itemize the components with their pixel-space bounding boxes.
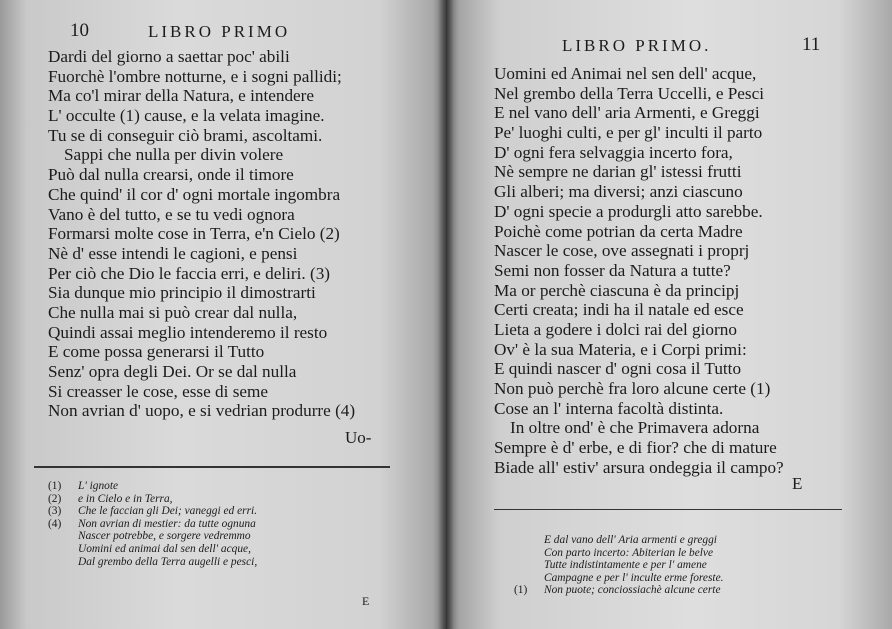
- footnote-label: (3): [48, 505, 62, 518]
- right-catchword: E: [792, 474, 803, 493]
- footnote-text: Non avrian di mestier: da tutte ognuna: [78, 517, 256, 530]
- footnote-continuation: Campagne e per l' inculte erme foreste.: [544, 571, 724, 584]
- footnote-continuation: Con parto incerto: Abiterian le belve: [544, 546, 714, 559]
- footnote-rule: [34, 466, 390, 468]
- verse-line: D' ogni fera selvaggia incerto fora,: [494, 142, 733, 162]
- verse-line: Non può perchè fra loro alcune certe (1): [494, 379, 771, 398]
- verse-line: Può dal nulla crearsi, onde il timore: [48, 165, 294, 185]
- verse-line: Sappi che nulla per divin volere: [64, 145, 284, 165]
- right-running-head: LIBRO PRIMO.: [562, 36, 712, 55]
- verse-line: Lieta a godere i dolci rai del giorno: [494, 319, 737, 339]
- footnote: [48, 518, 368, 531]
- verse-line: Pe' luoghi culti, e per gl' inculti il parto: [494, 123, 763, 143]
- verse-line: Nè sempre ne darian gl' istessi frutti: [494, 162, 742, 182]
- left-catchword: Uo-: [345, 428, 372, 447]
- verse-line: Per ciò che Dio le faccia erri, e deliri. (3): [48, 263, 331, 283]
- footnote-continuation: Tutte indistintamente e per l' amene: [544, 559, 707, 572]
- verse-line: Si creasser le cose, esse di seme: [48, 381, 269, 401]
- verse-line: In oltre ond' è che Primavera adorna: [510, 418, 760, 438]
- left-running-head: LIBRO PRIMO: [148, 22, 291, 41]
- footnote: [514, 584, 814, 597]
- verse-line: Quindi assai meglio intenderemo il resto: [48, 322, 328, 342]
- footnote-text: Non puote; conciossiachè alcune certe: [544, 584, 721, 597]
- right-page: [446, 0, 892, 629]
- footnote-label: (1): [48, 480, 62, 492]
- verse-line: Ma co'l mirar della Natura, e intendere: [48, 86, 315, 106]
- verse-line: Vano è del tutto, e se tu vedi ognora: [48, 204, 295, 224]
- verse-line: Sempre è d' erbe, e di fior? che di mature: [494, 438, 777, 458]
- verse-line: Nel grembo della Terra Uccelli, e Pesci: [494, 83, 765, 103]
- footnote-text: L' ignote: [78, 480, 119, 492]
- verse-line: E quindi nascer d' ogni cosa il Tutto: [494, 359, 742, 379]
- right-footnotes: [514, 534, 814, 597]
- left-verse-block: [48, 47, 398, 421]
- footnote-label: (4): [48, 517, 62, 530]
- right-verse-block: [494, 64, 864, 477]
- verse-line: E nel vano dell' aria Armenti, e Greggi: [494, 103, 760, 123]
- verse-line: Dardi del giorno a saettar poc' abili: [48, 47, 290, 66]
- left-footnotes: [48, 480, 368, 568]
- verse-line: L' occulte (1) cause, e la velata imagine.: [48, 106, 325, 126]
- verse-line: Cose an l' interna facoltà distinta.: [494, 398, 724, 418]
- verse-line: Semi non fosser da Natura a tutte?: [494, 260, 731, 280]
- verse-line: E come possa generarsi il Tutto: [48, 342, 265, 362]
- verse-line: Ma or perchè ciascuna è da principj: [494, 280, 740, 300]
- verse-line: Poichè come potrian da certa Madre: [494, 221, 743, 241]
- footnote-continuation: E dal vano dell' Aria armenti e greggi: [544, 534, 717, 546]
- left-page-number: 10: [70, 20, 89, 41]
- verse-line: Certi creata; indi ha il natale ed esce: [494, 300, 744, 320]
- footnote-label: (2): [48, 492, 62, 505]
- verse-line: Fuorchè l'ombre notturne, e i sogni pallidi;: [48, 66, 342, 86]
- footnote-label: (1): [514, 584, 528, 597]
- verse-line: Che quind' il cor d' ogni mortale ingombra: [48, 184, 341, 204]
- footnote-text: e in Cielo e in Terra,: [78, 492, 173, 505]
- footnote-continuation: Uomini ed animai dal sen dell' acque,: [78, 542, 251, 555]
- verse-line: Tu se di conseguir ciò brami, ascoltami.: [48, 125, 323, 145]
- verse-line: Nascer le cose, ove assegnati i proprj: [494, 241, 750, 261]
- verse-line: Ov' è la sua Materia, e i Corpi primi:: [494, 339, 747, 359]
- verse-line: Gli alberi; ma diversi; anzi ciascuno: [494, 182, 743, 202]
- verse-line: Uomini ed Animai nel sen dell' acque,: [494, 64, 757, 83]
- footnote-text: Che le faccian gli Dei; vaneggi ed erri.: [78, 505, 258, 518]
- footnote-rule: [494, 509, 842, 510]
- verse-line: Che nulla mai si può crear dal nulla,: [48, 302, 298, 322]
- verse-line: D' ogni specie a produrgli atto sarebbe.: [494, 201, 763, 221]
- verse-line: Senz' opra degli Dei. Or se dal nulla: [48, 362, 297, 381]
- footnote-continuation: Nascer potrebbe, e sorgere vedremmo: [78, 530, 251, 543]
- verse-line: Sia dunque mio principio il dimostrarti: [48, 283, 316, 303]
- footnote: [48, 493, 368, 506]
- book-gutter: [438, 0, 454, 629]
- signature-mark: E: [362, 594, 370, 608]
- footnote-continuation: Dal grembo della Terra augelli e pesci,: [78, 555, 258, 568]
- right-page-number: 11: [802, 34, 821, 55]
- verse-line: Biade all' estiv' arsura ondeggia il campo?: [494, 457, 784, 477]
- footnote: [48, 505, 368, 518]
- verse-line: Nè d' esse intendi le cagioni, e pensi: [48, 243, 298, 263]
- footnote: [48, 480, 368, 493]
- verse-line: Formarsi molte cose in Terra, e'n Cielo (2): [48, 224, 340, 244]
- verse-line: Non avrian d' uopo, e si vedrian produrre (4): [48, 401, 356, 421]
